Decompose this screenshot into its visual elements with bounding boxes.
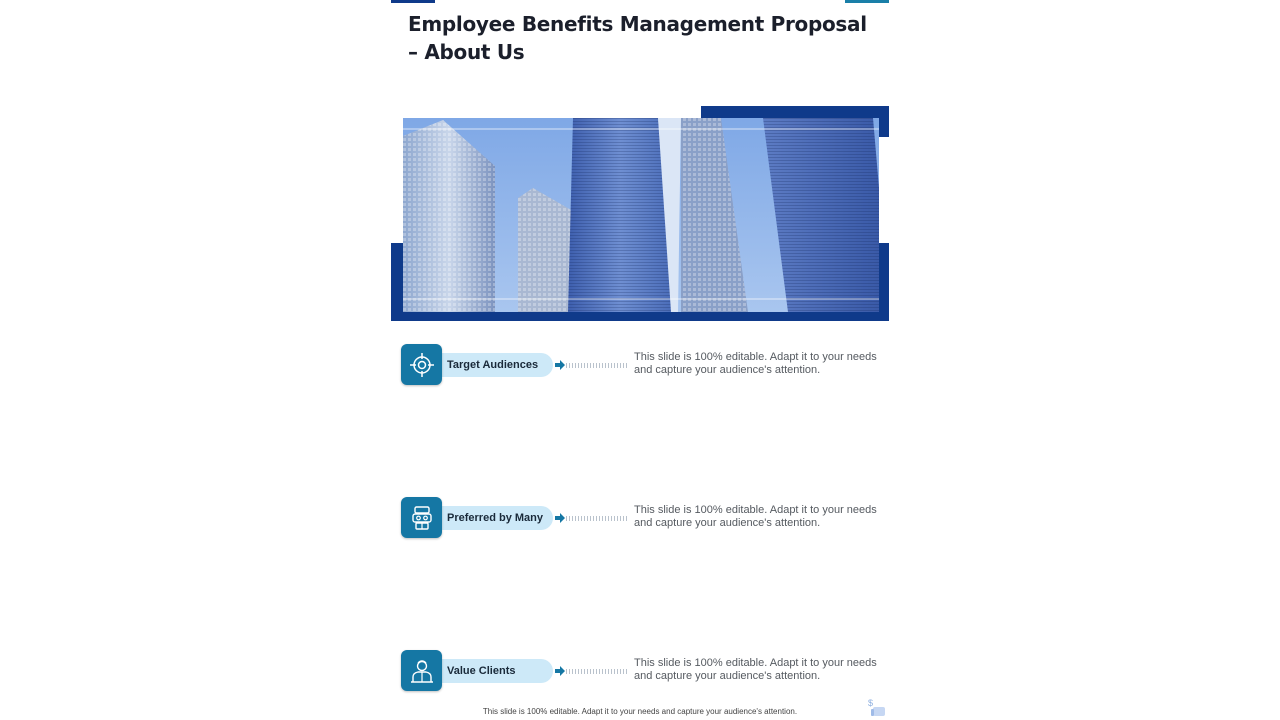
feature-description: This slide is 100% editable. Adapt it to your needs and capture your audience's attention. [634,351,877,376]
skyscrapers-photo [403,118,879,312]
feature-description: This slide is 100% editable. Adapt it to your needs and capture your audience's attention. [634,657,877,682]
robot-icon [401,497,442,538]
connector-dots [566,669,628,674]
page-title: Employee Benefits Management Proposal – About Us [408,12,867,64]
document-page [391,0,889,720]
feature-row-preferred-by-many [391,497,889,541]
feature-label: Preferred by Many [447,512,543,524]
feature-label: Value Clients [447,665,516,677]
arrow-right-icon [555,511,565,525]
client-icon [401,650,442,691]
arrow-right-icon [555,664,565,678]
footer-note: This slide is 100% editable. Adapt it to your needs and capture your audience's attention. [482,707,798,716]
feature-row-target-audiences [391,344,889,388]
feature-label: Target Audiences [447,359,539,371]
feature-pill [431,506,553,530]
connector-dots [566,363,628,368]
dollar-hand-icon [867,697,887,717]
top-accent-bar-left [391,0,435,3]
arrow-right-icon [555,358,565,372]
feature-pill [431,353,553,377]
feature-description: This slide is 100% editable. Adapt it to your needs and capture your audience's attention. [634,504,877,529]
target-icon [401,344,442,385]
connector-dots [566,516,628,521]
top-accent-bar-right [845,0,889,3]
svg-text:$: $ [868,698,874,708]
feature-row-value-clients [391,650,889,694]
feature-pill [431,659,553,683]
